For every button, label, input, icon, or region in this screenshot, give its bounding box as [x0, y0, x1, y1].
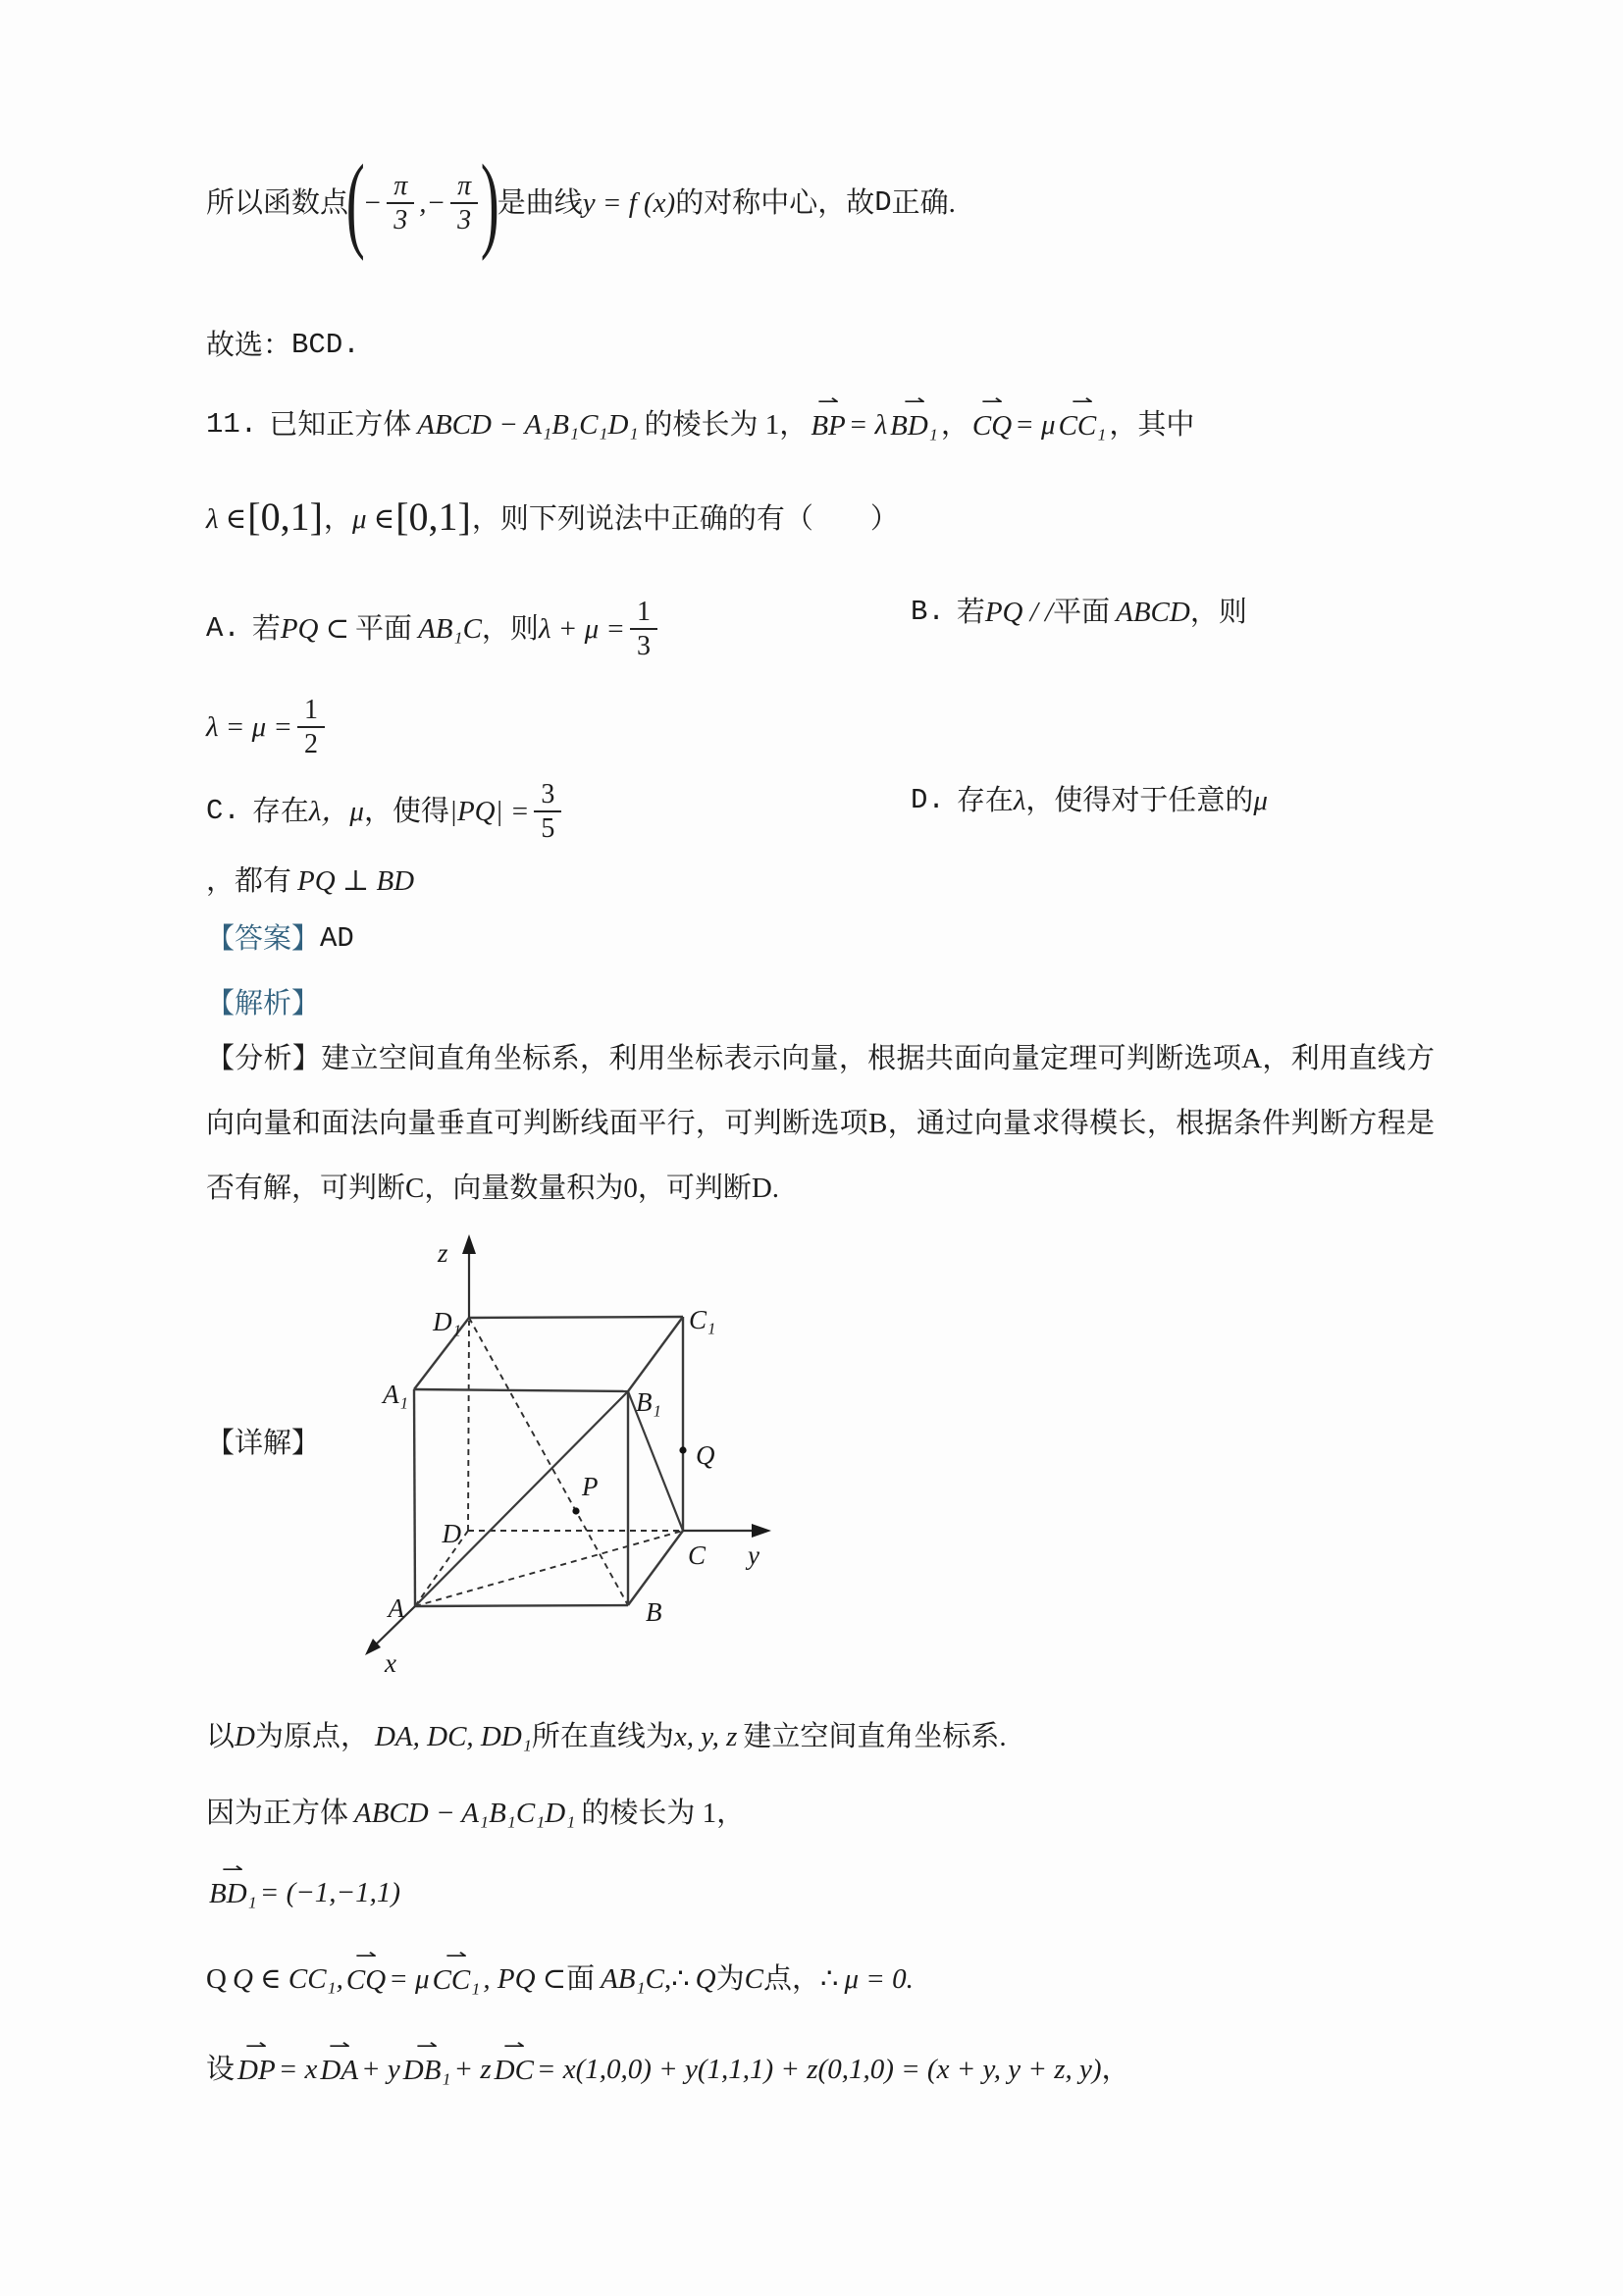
- fraction-pi-3: $\frac{\pi}{3}$: [450, 172, 478, 235]
- label-A: A: [388, 1593, 404, 1623]
- text-run: 平面: [1053, 596, 1111, 628]
- edge-D1-C1: [469, 1317, 683, 1318]
- equals-lambda: = λ: [848, 408, 888, 441]
- vector-arrow-icon: ⇀: [980, 390, 1004, 412]
- option-letter: D: [874, 185, 892, 219]
- math-run: + z: [453, 2053, 492, 2085]
- option-D-continuation: [206, 856, 414, 907]
- therefore-symbol: ∴: [819, 1962, 839, 1995]
- math-run: λ，μ: [308, 795, 364, 827]
- vector-arrow-icon: ⇀: [445, 1944, 468, 1966]
- math-run: + y: [361, 2053, 400, 2085]
- text-run: 已知正方体: [269, 408, 412, 441]
- vector-arrow-icon: ⇀: [1071, 390, 1094, 412]
- text-run: ，: [940, 408, 969, 441]
- math-run: = (−1,−1,1): [259, 1876, 401, 1908]
- vector-arrow-icon: ⇀: [816, 390, 840, 412]
- comma-minus: ,−: [419, 186, 446, 219]
- text-run: ，: [323, 502, 352, 535]
- math-run: λ + μ =: [538, 612, 625, 645]
- label-A1: A₁: [383, 1380, 408, 1409]
- analysis-label: 【分析】: [206, 1043, 322, 1074]
- text-run: 的棱长为 1，: [644, 408, 809, 441]
- math-run: = x: [278, 2053, 318, 2085]
- fraction-1-3: $\frac{1}{3}$: [630, 598, 657, 661]
- text-run: 所以函数点: [206, 186, 349, 219]
- vector-arrow-icon: ⇀: [415, 2034, 439, 2057]
- vector-arrow-icon: ⇀: [222, 1857, 244, 1880]
- answer-label: 【答案】: [206, 922, 321, 955]
- label-D: D: [442, 1519, 461, 1548]
- text-run: 是曲线: [497, 186, 583, 219]
- equation-y-fx: y = f (x): [582, 186, 676, 219]
- option-letter-D: D.: [911, 783, 945, 816]
- answer-value: AD: [320, 921, 354, 955]
- text-run: ，则: [481, 612, 539, 645]
- option-B: [911, 587, 1247, 638]
- text-run: ，: [1101, 2053, 1130, 2085]
- lambda-in: λ ∈: [206, 502, 247, 535]
- edge-A1-B1: [414, 1389, 628, 1391]
- vector-DB1: ⇀ DB₁: [402, 2034, 451, 2086]
- text-run: 若: [251, 612, 281, 645]
- vector-CQ: ⇀ CQ: [971, 390, 1013, 442]
- vector-DP: ⇀ DP: [237, 2034, 276, 2086]
- analysis-paragraph: [206, 1026, 1435, 1221]
- option-D: [911, 775, 1268, 826]
- vector-arrow-icon: ⇀: [903, 390, 925, 412]
- interval-bracket: [0,1]: [395, 495, 471, 539]
- detail-line-2: [206, 1788, 745, 1839]
- text-run: 若: [956, 596, 985, 628]
- edge-B1-C1: [628, 1317, 683, 1391]
- text-run: 设: [206, 2053, 236, 2085]
- text-run: ，其中: [1109, 408, 1195, 441]
- text-run: 因为正方体: [206, 1797, 349, 1829]
- answer-line: [206, 916, 354, 962]
- text-run: 为原点，: [254, 1720, 369, 1752]
- vector-DA: ⇀ DA: [320, 2034, 359, 2086]
- math-run: DA, DC, DD₁: [374, 1720, 532, 1752]
- fraction-3-5: $\frac{3}{5}$: [534, 780, 561, 844]
- edge-A-A1: [414, 1389, 415, 1606]
- math-run: Q ∈ CC₁,: [232, 1962, 343, 1995]
- vector-CC1: ⇀ CC₁: [1058, 390, 1107, 442]
- vector-BD1: ⇀ BD₁: [890, 390, 938, 442]
- choice-value: BCD.: [291, 328, 360, 361]
- detail-line-1: [206, 1711, 1007, 1762]
- text-run: ，则: [1189, 596, 1247, 628]
- text-run: 的对称中心，故: [675, 186, 875, 219]
- math-run: μ: [1253, 784, 1268, 816]
- vector-BD1: ⇀ BD₁: [209, 1857, 257, 1909]
- text-run: ，使得对于任意的: [1025, 784, 1254, 816]
- y-axis-arrow-icon: [752, 1524, 771, 1538]
- label-y: y: [748, 1540, 759, 1570]
- text-run: 建立空间直角坐标系.: [743, 1720, 1007, 1752]
- vector-BP: ⇀ BP: [811, 390, 846, 442]
- analysis-section-label: 【解析】: [206, 987, 321, 1019]
- vector-arrow-icon: ⇀: [502, 2034, 525, 2057]
- cube-name: ABCD − A₁B₁C₁D₁: [417, 408, 639, 441]
- z-axis-arrow-icon: [462, 1234, 476, 1254]
- text-run: 存在: [251, 795, 309, 827]
- text-run: 所在直线为: [531, 1720, 674, 1752]
- math-run: |PQ| =: [448, 795, 530, 827]
- text-run: 正确.: [891, 186, 956, 219]
- math-run: ABCD: [1116, 596, 1190, 628]
- label-C: C: [688, 1540, 707, 1570]
- math-run: λ: [1013, 784, 1026, 816]
- edge-A-B: [415, 1605, 628, 1606]
- detail-line-3: [206, 1857, 401, 1925]
- interval-bracket: [0,1]: [247, 495, 323, 539]
- detail-section-label: 【详解】: [206, 1427, 321, 1459]
- text-run: 存在: [956, 784, 1014, 816]
- math-run: , PQ ⊂: [483, 1962, 567, 1995]
- diagonal-D1-B: [469, 1318, 628, 1605]
- text-run: 的棱长为 1，: [581, 1797, 746, 1829]
- math-run: = x(1,0,0) + y(1,1,1) + z(0,1,0) = (x + y, y + z, y): [536, 2053, 1102, 2085]
- cube-diagram: [353, 1226, 785, 1688]
- text-run: ，都有: [206, 864, 292, 897]
- point-Q-dot: [679, 1446, 686, 1453]
- vector-DC: ⇀ DC: [494, 2034, 534, 2086]
- math-run: = μ: [389, 1962, 430, 1995]
- math-run: AB₁C: [418, 612, 482, 645]
- math-run: μ = 0.: [844, 1962, 914, 1995]
- text-run: 故选：: [206, 329, 292, 361]
- question-number: 11.: [206, 407, 258, 441]
- math-run: PQ ⊂: [280, 612, 350, 645]
- math-run: AB₁C: [601, 1962, 664, 1995]
- math-run: Q: [695, 1962, 716, 1995]
- math-run: λ = μ =: [206, 710, 293, 743]
- detail-line-4: [206, 1944, 914, 2011]
- because-symbol: Q: [206, 1962, 227, 1995]
- fraction-1-2: $\frac{1}{2}$: [297, 696, 325, 759]
- label-B: B: [646, 1597, 662, 1627]
- option-C: [206, 754, 566, 869]
- vector-arrow-icon: ⇀: [328, 2034, 350, 2057]
- text-run: ，使得: [363, 795, 449, 827]
- option-letter-B: B.: [911, 595, 945, 628]
- math-run: PQ / /: [984, 596, 1054, 628]
- text-run: 为: [715, 1962, 745, 1995]
- math-run: ABCD − A₁B₁C₁D₁: [354, 1797, 576, 1829]
- text-run: ，则下列说法中正确的有（ ）: [471, 502, 899, 535]
- option-letter-C: C.: [206, 794, 240, 827]
- math-run: C: [744, 1962, 763, 1995]
- equals-mu: = μ: [1015, 408, 1056, 441]
- math-run: PQ ⊥ BD: [297, 864, 415, 897]
- label-B1: B₁: [636, 1387, 661, 1417]
- edge-B-C: [628, 1531, 683, 1605]
- line-symmetry-conclusion: 所以函数点 ( − $\frac{\pi}{3}$ ,− $\frac{\pi}{3}$ ) 是曲线 y = f (x) 的对称中心，故 D 正确.: [206, 143, 956, 262]
- label-Q: Q: [696, 1440, 715, 1470]
- point-P-dot: [572, 1507, 579, 1514]
- vector-CQ: ⇀ CQ: [345, 1944, 387, 1996]
- label-C1: C₁: [689, 1305, 716, 1334]
- label-x: x: [385, 1648, 396, 1678]
- option-letter-A: A.: [206, 611, 240, 645]
- text-run: 面: [566, 1962, 596, 1995]
- line-final-choice: [206, 324, 360, 367]
- text-run: 平面: [355, 612, 413, 645]
- therefore-symbol: ,∴: [663, 1962, 690, 1995]
- vector-arrow-icon: ⇀: [354, 1944, 378, 1966]
- vector-arrow-icon: ⇀: [245, 2034, 268, 2057]
- label-D1: D₁: [433, 1307, 461, 1336]
- analysis-text: 建立空间直角坐标系，利用坐标表示向量，根据共面向量定理可判断选项A，利用直线方向向量和面法向量垂直可判断线面平行，可判断选项B，通过向量求得模长，根据条件判断方程是否有解，可判断C，向量数量积为0，可判断D.: [206, 1043, 1435, 1204]
- minus-sign: −: [362, 186, 383, 219]
- edge-D-D1: [468, 1321, 469, 1531]
- detail-line-5: [206, 2034, 1130, 2102]
- mu-in: μ ∈: [351, 502, 395, 535]
- vector-CC1: ⇀ CC₁: [432, 1944, 481, 1996]
- fraction-pi-3: $\frac{\pi}{3}$: [387, 172, 414, 235]
- text-run: 点，: [762, 1962, 820, 1995]
- label-P: P: [582, 1472, 599, 1501]
- math-run: x, y, z: [673, 1720, 738, 1752]
- label-z: z: [438, 1238, 448, 1268]
- q11-stem-line2: [206, 489, 899, 549]
- q11-stem-line1: [206, 391, 1194, 459]
- math-run: D: [235, 1720, 255, 1752]
- text-run: 以: [206, 1720, 236, 1752]
